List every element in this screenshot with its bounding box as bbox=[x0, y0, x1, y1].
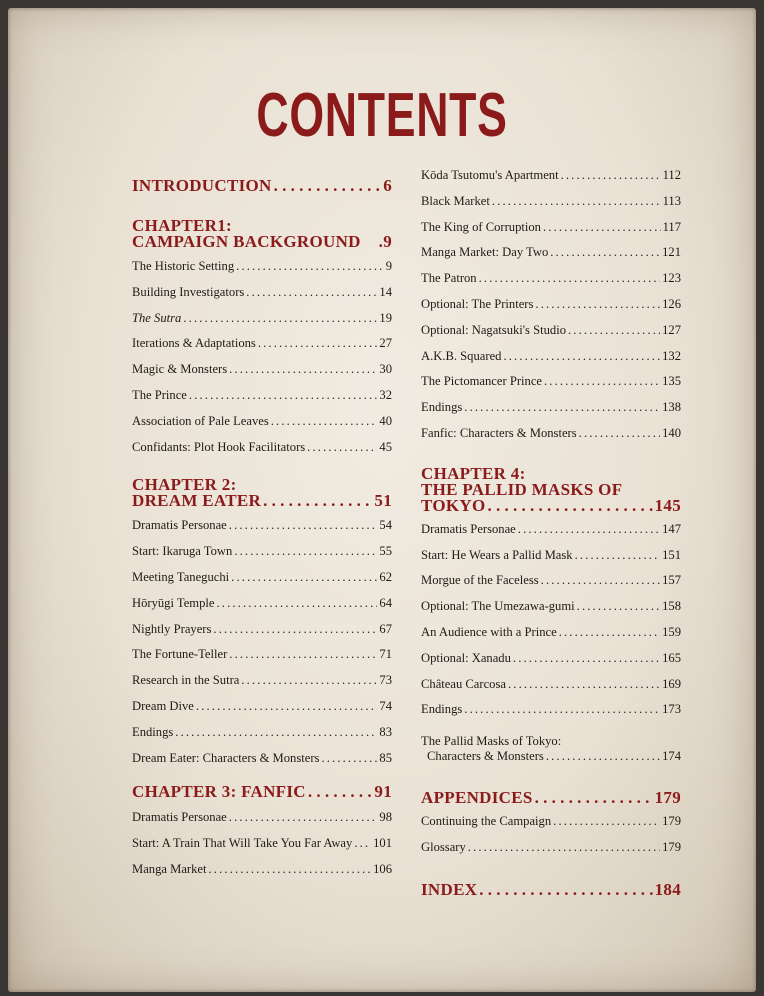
heading-title: DREAM EATER bbox=[132, 491, 262, 511]
toc-entry[interactable] bbox=[421, 245, 681, 271]
dot-leader bbox=[241, 673, 377, 688]
dot-leader bbox=[183, 311, 377, 326]
entry-page: 106 bbox=[373, 861, 392, 876]
entry-page: 14 bbox=[379, 284, 392, 299]
toc-entry[interactable] bbox=[421, 168, 681, 194]
toc-entry[interactable] bbox=[132, 647, 392, 673]
entry-title: Manga Market: Day Two bbox=[421, 245, 549, 260]
dot-leader bbox=[553, 814, 660, 829]
toc-entry[interactable] bbox=[132, 285, 392, 311]
heading-line: THE PALLID MASKS OF bbox=[421, 479, 623, 499]
dot-leader bbox=[175, 725, 377, 740]
entry-title: Optional: The Umezawa-gumi bbox=[421, 599, 575, 614]
toc-entry[interactable] bbox=[421, 194, 681, 220]
entry-title: The Historic Setting bbox=[132, 259, 235, 273]
entry-title: A.K.B. Squared bbox=[421, 348, 502, 363]
heading-title: INDEX bbox=[421, 879, 478, 899]
toc-entry[interactable] bbox=[132, 810, 392, 836]
toc-left-column bbox=[132, 178, 392, 888]
entry-page: 9 bbox=[385, 259, 392, 273]
entry-title: Dramatis Personae bbox=[421, 521, 516, 536]
toc-entry[interactable] bbox=[132, 751, 392, 777]
heading-title: TOKYO bbox=[421, 495, 486, 515]
entry-page: 135 bbox=[662, 374, 681, 389]
dot-leader bbox=[213, 622, 377, 637]
entry-title: Start: Ikaruga Town bbox=[132, 544, 233, 559]
toc-right-column bbox=[421, 168, 681, 898]
entry-title: The Fortune-Teller bbox=[132, 647, 228, 662]
entry-page: 19 bbox=[379, 310, 392, 325]
toc-entry[interactable] bbox=[132, 862, 392, 888]
entry-title: Start: He Wears a Pallid Mask bbox=[421, 547, 573, 562]
entry-page: 54 bbox=[379, 518, 392, 533]
toc-entry[interactable] bbox=[421, 814, 681, 840]
dot-leader bbox=[229, 647, 377, 662]
entry-page: 45 bbox=[379, 439, 392, 454]
dot-leader bbox=[274, 178, 382, 194]
entry-page: 121 bbox=[662, 245, 681, 260]
entry-title: Morgue of the Faceless bbox=[421, 573, 539, 588]
entry-page: 67 bbox=[379, 621, 392, 636]
dot-leader bbox=[307, 440, 377, 455]
entry-page: 123 bbox=[662, 271, 681, 286]
entry-page: 83 bbox=[379, 724, 392, 739]
dot-leader bbox=[550, 245, 660, 260]
dot-leader bbox=[479, 271, 661, 286]
entry-title: Iterations & Adaptations bbox=[132, 336, 256, 351]
toc-entry[interactable] bbox=[132, 518, 392, 544]
toc-entry[interactable] bbox=[421, 599, 681, 625]
toc-entry[interactable] bbox=[421, 349, 681, 375]
dot-leader bbox=[231, 570, 377, 585]
dot-leader bbox=[541, 573, 660, 588]
toc-entry[interactable] bbox=[421, 625, 681, 651]
entry-page: 138 bbox=[662, 400, 681, 415]
toc-heading-chapter-1[interactable] bbox=[132, 218, 392, 250]
entry-page: 151 bbox=[662, 547, 681, 562]
entry-page: 126 bbox=[662, 296, 681, 311]
entry-page: 55 bbox=[379, 544, 392, 559]
entry-title: Manga Market bbox=[132, 861, 207, 876]
toc-entry[interactable] bbox=[132, 622, 392, 648]
entry-title: Endings bbox=[132, 724, 174, 739]
toc-entry[interactable] bbox=[132, 311, 392, 337]
entry-page: 179 bbox=[662, 814, 681, 829]
entry-page: 127 bbox=[662, 322, 681, 337]
entry-page: 157 bbox=[662, 573, 681, 588]
entry-title: Optional: Xanadu bbox=[421, 650, 511, 665]
entry-page: 173 bbox=[662, 702, 681, 717]
entry-title: Association of Pale Leaves bbox=[132, 413, 269, 428]
entry-page: 147 bbox=[662, 521, 681, 536]
entry-title: Start: A Train That Will Take You Far Away bbox=[132, 836, 353, 851]
dot-leader bbox=[234, 544, 377, 559]
dot-leader bbox=[189, 388, 378, 403]
entry-title: Confidants: Plot Hook Facilitators bbox=[132, 439, 306, 454]
entry-title: The Pictomancer Prince bbox=[421, 374, 542, 389]
heading-line: CHAPTER1: bbox=[132, 216, 232, 235]
dot-leader bbox=[229, 518, 378, 533]
entry-page: 159 bbox=[662, 624, 681, 639]
entry-title: Magic & Monsters bbox=[132, 362, 228, 377]
entry-page: 74 bbox=[379, 698, 392, 713]
entry-title: Hōryūgi Temple bbox=[132, 595, 215, 610]
entry-title: Endings bbox=[421, 702, 463, 717]
toc-entry[interactable] bbox=[132, 570, 392, 596]
dot-leader bbox=[468, 840, 660, 855]
entry-page: 101 bbox=[373, 836, 392, 851]
toc-entry[interactable] bbox=[132, 336, 392, 362]
toc-entry[interactable] bbox=[132, 388, 392, 414]
entry-page: 140 bbox=[662, 425, 681, 440]
entry-title: Dream Eater: Characters & Monsters bbox=[132, 750, 320, 765]
toc-entry[interactable] bbox=[421, 220, 681, 246]
toc-entry[interactable] bbox=[421, 734, 681, 764]
toc-entry[interactable] bbox=[132, 414, 392, 440]
dot-leader bbox=[479, 882, 652, 898]
dot-leader bbox=[518, 522, 660, 537]
dot-leader bbox=[503, 349, 660, 364]
entry-page: 117 bbox=[662, 219, 681, 234]
dot-leader bbox=[577, 599, 660, 614]
entry-page: 27 bbox=[379, 336, 392, 351]
entry-page: 98 bbox=[379, 810, 392, 825]
dot-leader bbox=[546, 749, 660, 764]
entry-title: Dream Dive bbox=[132, 698, 194, 713]
entry-page: 71 bbox=[379, 647, 392, 662]
entry-title: Dramatis Personae bbox=[132, 810, 227, 825]
entry-title: The Sutra bbox=[132, 310, 182, 325]
dot-leader bbox=[568, 323, 660, 338]
dot-leader bbox=[236, 259, 384, 274]
toc-entry[interactable] bbox=[132, 699, 392, 725]
entry-title: An Audience with a Prince bbox=[421, 624, 557, 639]
entry-page: 113 bbox=[662, 193, 681, 208]
toc-entry[interactable] bbox=[132, 673, 392, 699]
dot-leader bbox=[216, 596, 377, 611]
entry-title: The Prince bbox=[132, 387, 187, 402]
dot-leader bbox=[263, 493, 372, 509]
toc-heading-chapter-4[interactable] bbox=[421, 463, 681, 515]
dot-leader bbox=[561, 168, 661, 183]
entry-title: Château Carcosa bbox=[421, 676, 506, 691]
toc-entry[interactable] bbox=[421, 297, 681, 323]
dot-leader bbox=[464, 400, 660, 415]
heading-title: CAMPAIGN BACKGROUND bbox=[132, 232, 361, 251]
toc-entry[interactable] bbox=[421, 702, 681, 728]
entry-page: 40 bbox=[379, 413, 392, 428]
toc-entry[interactable] bbox=[421, 522, 681, 548]
dot-leader bbox=[246, 285, 377, 300]
dot-leader bbox=[271, 414, 378, 429]
entry-page: 62 bbox=[379, 569, 392, 584]
entry-title: Glossary bbox=[421, 839, 466, 854]
dot-leader bbox=[209, 862, 372, 877]
dot-leader bbox=[535, 297, 660, 312]
toc-heading-introduction[interactable] bbox=[132, 178, 392, 194]
entry-page: 158 bbox=[662, 599, 681, 614]
dot-leader bbox=[543, 220, 661, 235]
dot-leader bbox=[575, 548, 661, 563]
entry-page: 179 bbox=[662, 839, 681, 854]
dot-leader bbox=[229, 810, 378, 825]
entry-page: 85 bbox=[379, 750, 392, 765]
dot-leader bbox=[321, 751, 377, 766]
entry-page: 73 bbox=[379, 673, 392, 688]
dot-leader bbox=[229, 362, 377, 377]
heading-title: INTRODUCTION bbox=[132, 176, 272, 195]
toc-heading-appendices[interactable] bbox=[421, 790, 681, 806]
toc-entry[interactable] bbox=[421, 651, 681, 677]
dot-leader bbox=[308, 784, 373, 800]
heading-page: 184 bbox=[654, 879, 681, 899]
dot-leader bbox=[487, 498, 652, 514]
heading-page: 6 bbox=[383, 176, 392, 195]
toc-list-chapter-1 bbox=[132, 259, 392, 465]
toc-entry[interactable] bbox=[421, 400, 681, 426]
toc-entry[interactable] bbox=[421, 271, 681, 297]
heading-page: .9 bbox=[378, 232, 392, 251]
entry-title: Black Market bbox=[421, 193, 490, 208]
toc-entry[interactable] bbox=[421, 573, 681, 599]
toc-heading-chapter-2[interactable] bbox=[132, 477, 392, 509]
toc-entry[interactable] bbox=[132, 725, 392, 751]
entry-title: Optional: The Printers bbox=[421, 296, 534, 311]
toc-list-chapter-3 bbox=[132, 810, 392, 887]
entry-page: 165 bbox=[662, 650, 681, 665]
entry-title: The Patron bbox=[421, 271, 477, 286]
toc-heading-chapter-3[interactable] bbox=[132, 784, 392, 800]
toc-entry[interactable] bbox=[132, 544, 392, 570]
dot-leader bbox=[464, 702, 660, 717]
dot-leader bbox=[559, 625, 660, 640]
toc-heading-index[interactable] bbox=[421, 879, 681, 899]
toc-entry[interactable] bbox=[132, 362, 392, 388]
dot-leader bbox=[513, 651, 660, 666]
dot-leader bbox=[508, 677, 660, 692]
dot-leader bbox=[544, 374, 660, 389]
entry-page: 174 bbox=[662, 749, 681, 764]
entry-page: 169 bbox=[662, 676, 681, 691]
toc-entry[interactable] bbox=[421, 840, 681, 866]
dot-leader bbox=[258, 336, 378, 351]
entry-title: The King of Corruption bbox=[421, 219, 541, 234]
heading-title: APPENDICES bbox=[421, 788, 533, 808]
entry-title: Continuing the Campaign bbox=[421, 814, 552, 829]
heading-line: CHAPTER 2: bbox=[132, 475, 237, 495]
entry-title: The Pallid Masks of Tokyo: bbox=[421, 734, 562, 749]
entry-title: Building Investigators bbox=[132, 284, 245, 299]
toc-entry[interactable] bbox=[132, 440, 392, 466]
entry-page: 32 bbox=[379, 387, 392, 402]
toc-entry[interactable] bbox=[421, 323, 681, 349]
entry-title: Kōda Tsutomu's Apartment bbox=[421, 168, 559, 182]
entry-page: 132 bbox=[662, 348, 681, 363]
toc-entry[interactable] bbox=[421, 374, 681, 400]
toc-entry[interactable] bbox=[421, 548, 681, 574]
entry-title: Nightly Prayers bbox=[132, 621, 212, 636]
toc-entry[interactable] bbox=[132, 836, 392, 862]
entry-title: Dramatis Personae bbox=[132, 518, 227, 533]
heading-title: CHAPTER 3: FANFIC bbox=[132, 782, 306, 802]
heading-page: 51 bbox=[374, 491, 392, 511]
entry-title: Fanfic: Characters & Monsters bbox=[421, 425, 577, 440]
heading-page: 91 bbox=[374, 782, 392, 802]
entry-title: Optional: Nagatsuki's Studio bbox=[421, 322, 566, 337]
toc-list-appendices bbox=[421, 814, 681, 866]
toc-list-chapter-4 bbox=[421, 522, 681, 728]
heading-page: 179 bbox=[654, 788, 681, 808]
entry-page: 30 bbox=[379, 362, 392, 377]
dot-leader bbox=[354, 836, 371, 851]
toc-entry[interactable] bbox=[132, 596, 392, 622]
entry-page: 112 bbox=[662, 168, 681, 182]
heading-line: CHAPTER 4: bbox=[421, 463, 526, 483]
entry-title: Characters & Monsters bbox=[427, 749, 544, 764]
entry-title: Meeting Taneguchi bbox=[132, 569, 230, 584]
dot-leader bbox=[535, 790, 653, 806]
toc-entry[interactable] bbox=[132, 259, 392, 285]
dot-leader bbox=[492, 194, 661, 209]
entry-page: 64 bbox=[379, 595, 392, 610]
toc-entry[interactable] bbox=[421, 426, 681, 452]
entry-title: Research in the Sutra bbox=[132, 673, 240, 688]
dot-leader bbox=[196, 699, 378, 714]
entry-title: Endings bbox=[421, 400, 463, 415]
page-title: CONTENTS bbox=[256, 81, 508, 150]
toc-entry[interactable] bbox=[421, 677, 681, 703]
toc-list-chapter-3-continued bbox=[421, 168, 681, 452]
heading-page: 145 bbox=[654, 495, 681, 515]
dot-leader bbox=[579, 426, 660, 441]
toc-page bbox=[8, 8, 756, 992]
toc-list-chapter-2 bbox=[132, 518, 392, 776]
